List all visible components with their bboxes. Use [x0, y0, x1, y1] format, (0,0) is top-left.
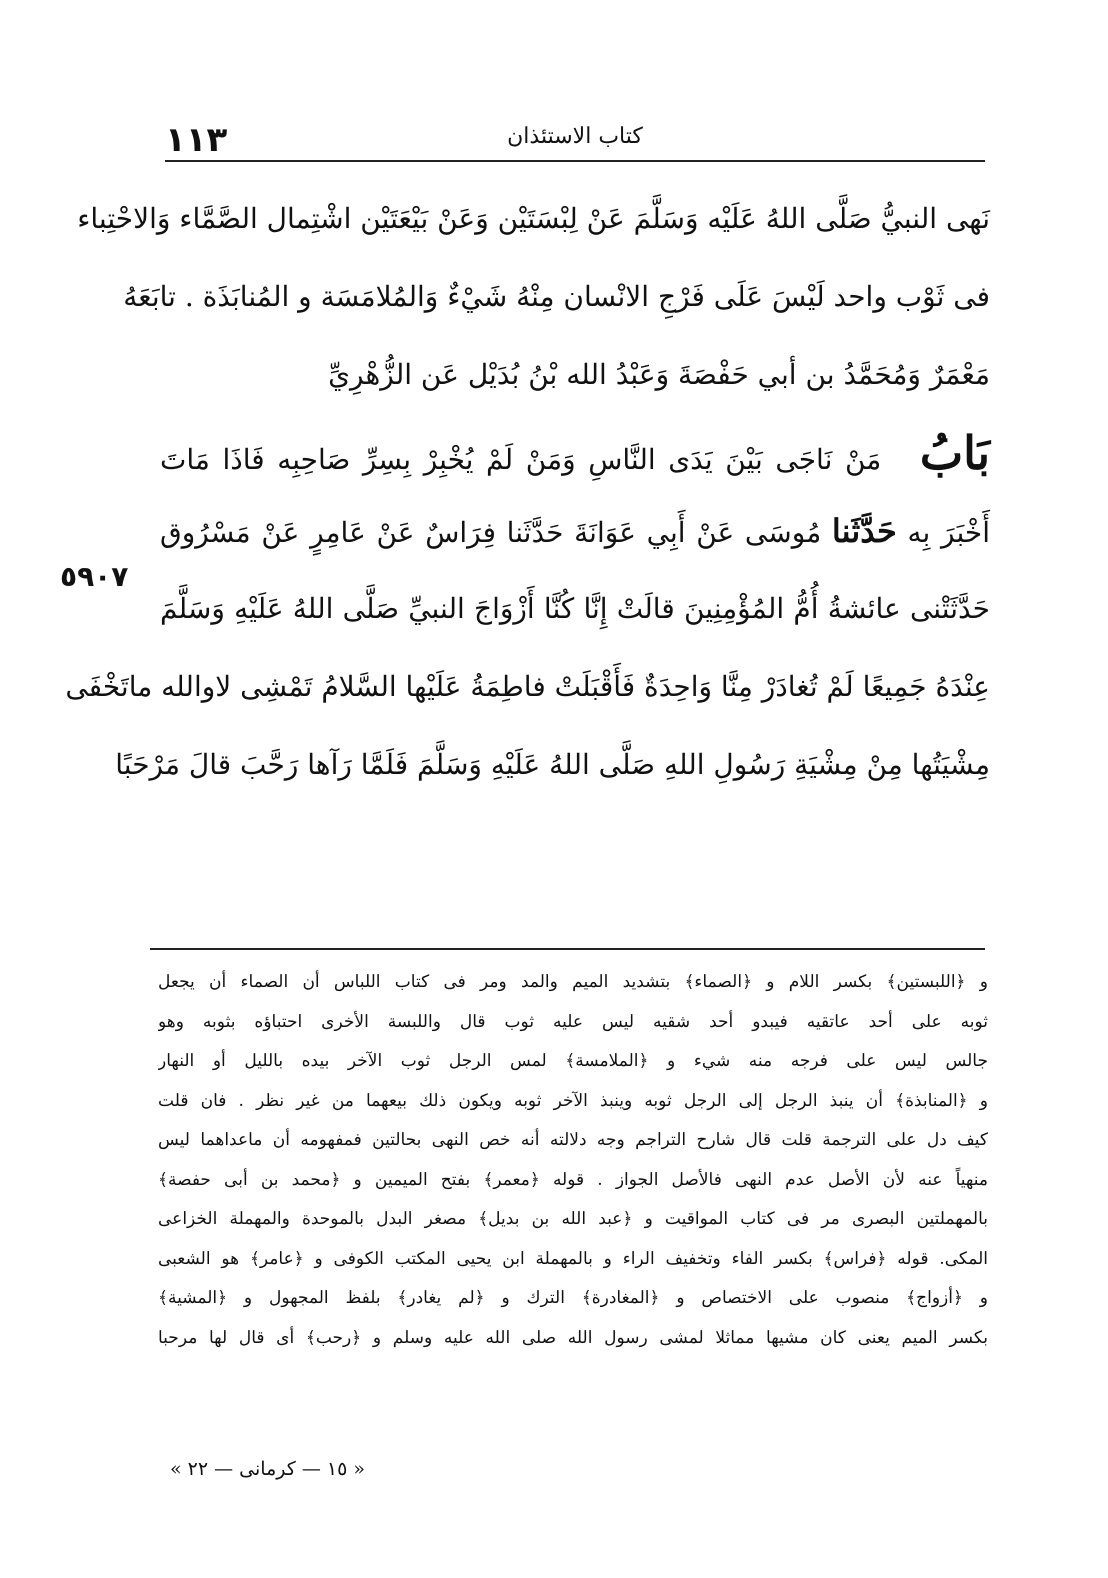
- main-line-6: حَدَّثَتْنى عائشةُ أُمُّ المُؤْمِنِينَ قالَتْ إِنَّا كُنَّا أَزْوَاجَ النبيِّ صَلَّى اللهُ عَلَيْهِ وَسَلَّمَ: [160, 592, 990, 625]
- footnote-line: و ﴿أزواج﴾ منصوب على الاختصاص و ﴿المغادرة﴾ الترك و ﴿لم يغادر﴾ بلفظ المجهول و ﴿المشية﴾: [158, 1288, 988, 1308]
- footnote-line: منهياً عنه لأن الأصل عدم النهى فالأصل الجواز . قوله ﴿معمر﴾ بفتح الميمين و ﴿محمد بن أبى حفصة﴾: [158, 1169, 988, 1190]
- footnote-line: و ﴿المنابذة﴾ أن ينبذ الرجل إلى الرجل ثوبه وينبذ الآخر ثوبه ويكون ذلك بيعهما من غير نظر . فان قلت: [158, 1090, 988, 1111]
- hadith-number: ٥٩٠٧: [60, 560, 129, 593]
- haddathana-word: حَدَّثَنا: [831, 512, 897, 550]
- footnote-line: بالمهملتين البصرى مر فى كتاب المواقيت و ﴿عبد الله بن بديل﴾ مصغر البدل بالموحدة والمهملة الخزاعى: [158, 1209, 988, 1229]
- main-line-5-start: أَخْبَرَ بِه: [907, 516, 990, 549]
- main-line-1: نَهى النبيُّ صَلَّى اللهُ عَلَيْه وَسَلَّمَ عَنْ لِبْسَتَيْن وَعَنْ بَيْعَتَيْن اشْتِمال الصَّمَّاء وَالاحْتِباء: [77, 202, 990, 235]
- main-line-5-rest: مُوسَى عَنْ أَبِي عَوَانَةَ حَدَّثَنا فِرَاسٌ عَنْ عَامِرٍ عَنْ مَسْرُوق: [160, 516, 822, 549]
- footnote-line: و ﴿اللبستين﴾ بكسر اللام و ﴿الصماء﴾ بتشديد الميم والمد ومر فى كتاب اللباس أن الصماء أن يجعل: [158, 972, 988, 992]
- main-line-4: [160, 414, 990, 492]
- header-rule: [165, 160, 985, 162]
- footnote-line: بكسر الميم يعنى كان مشيها مماثلا لمشى رسول الله صلى الله عليه وسلم و ﴿رحب﴾ أى قال لها مرحبا: [158, 1327, 988, 1348]
- footnotes: [158, 963, 988, 1358]
- main-line-2: فى ثَوْب واحد لَيْسَ عَلَى فَرْجِ الانْسان مِنْهُ شَيْءٌ وَالمُلامَسَة و المُنابَذَة . تابَعَهُ: [123, 280, 990, 313]
- chapter-heading-bab: بَابُ: [919, 426, 990, 480]
- running-title: كتاب الاستئذان: [507, 124, 643, 149]
- main-line-5: [160, 492, 990, 570]
- footnote-line: كيف دل على الترجمة قلت قال شارح التراجم وجه دلالته أنه خص النهى بحالتين فمفهومه أن ماعداهما ليس: [158, 1130, 988, 1150]
- footnote-rule: [150, 948, 985, 950]
- main-line-3: مَعْمَرٌ وَمُحَمَّدُ بن أبي حَفْصَةَ وَعَبْدُ الله بْنُ بُدَيْل عَن الزُّهْرِيِّ: [328, 358, 990, 391]
- chapter-title-text: مَنْ نَاجَى بَيْنَ يَدَى النَّاسِ وَمَنْ لَمْ يُخْبِرْ بِسِرِّ صَاحِبِه فَاذَا مَاتَ: [160, 443, 882, 476]
- footnote-line: المكى. قوله ﴿فراس﴾ بكسر الفاء وتخفيف الراء و بالمهملة ابن يحيى المكتب الكوفى و ﴿عامر﴾ هو الشعبى: [158, 1248, 988, 1269]
- page-header: [165, 120, 985, 160]
- main-line-7: عِنْدَهُ جَمِيعًا لَمْ تُغادَرْ مِنَّا وَاحِدَةٌ فَأَقْبَلَتْ فاطِمَةُ عَلَيْها السَّلامُ تَمْشِى لاوالله ماتَخْفَى: [65, 670, 990, 703]
- page-number: ١١٣: [165, 120, 228, 160]
- footnote-line: جالس ليس على فرجه منه شيء و ﴿الملامسة﴾ لمس الرجل ثوب الآخر بيده بالليل أو النهار: [158, 1051, 988, 1071]
- footnote-line: ثوبه على أحد عاتقيه فيبدو أحد شقيه ليس عليه ثوب قال واللبسة الأخرى احتباؤه بثوبه وهو: [158, 1011, 988, 1032]
- signature-mark: « ١٥ — كرمانى — ٢٢ »: [170, 1458, 365, 1480]
- main-line-8: مِشْيَتُها مِنْ مِشْيَةِ رَسُولِ اللهِ صَلَّى اللهُ عَلَيْهِ وَسَلَّمَ فَلَمَّا رَآها رَحَّبَ قالَ مَرْحَبًا: [115, 748, 990, 781]
